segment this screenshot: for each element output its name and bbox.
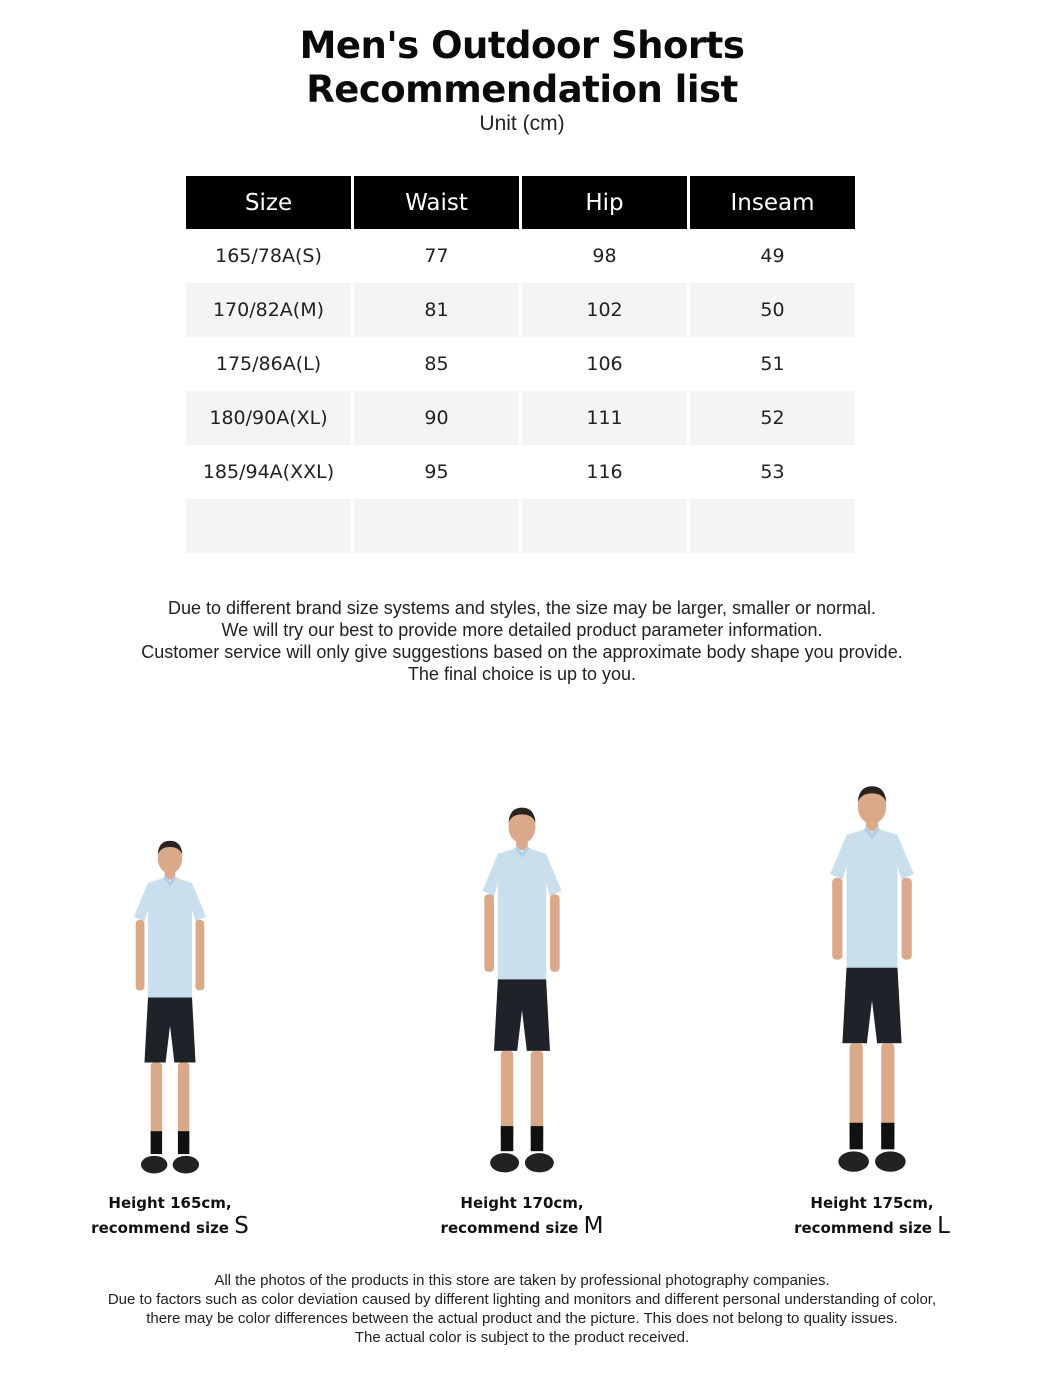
model-figure-m: [372, 798, 672, 1240]
cell-inseam: 49: [760, 245, 785, 267]
notice-line: The final choice is up to you.: [407, 664, 637, 684]
model-photo: [464, 798, 580, 1184]
title-line-1: Men's Outdoor Shorts: [299, 24, 745, 67]
cell-inseam: 50: [690, 283, 855, 337]
shorts: [494, 979, 550, 1050]
model-height: Height 165cm,: [108, 1194, 232, 1212]
cell-hip: 116: [586, 461, 623, 483]
left-arm: [484, 895, 494, 972]
disclaimer-line: Due to factors such as color deviation caused by different lighting and monitors and different personal understanding of color,: [107, 1291, 937, 1308]
left-arm: [136, 920, 145, 990]
model-photo: [811, 776, 933, 1184]
cell-inseam: 51: [760, 353, 785, 375]
notice-line: Customer service will only give suggestions based on the approximate body shape you provide.: [141, 642, 903, 662]
cell-size: 185/94A(XXL): [202, 461, 335, 483]
cell-size: 165/78A(S): [215, 245, 322, 267]
model-figure-l: [722, 776, 1022, 1240]
table-row: [186, 445, 855, 499]
right-arm: [550, 895, 560, 972]
cell-size: 170/82A(M): [186, 283, 351, 337]
table-row: [186, 337, 855, 391]
model-caption: [722, 1192, 1022, 1240]
polo-shirt: [134, 878, 206, 999]
cell-hip: [522, 499, 687, 553]
cell-size: 180/90A(XL): [186, 391, 351, 445]
cell-waist: 85: [424, 353, 449, 375]
table-header-row: [186, 176, 855, 229]
cell-hip: 111: [522, 391, 687, 445]
model-size: S: [234, 1213, 249, 1239]
left-sock: [850, 1123, 863, 1150]
cell-waist: [354, 499, 519, 553]
size-table: [183, 176, 858, 553]
right-arm: [902, 878, 912, 960]
polo-shirt: [482, 848, 561, 981]
shorts: [842, 968, 901, 1043]
disclaimer-line: The actual color is subject to the product received.: [354, 1329, 690, 1346]
photo-disclaimer: [0, 1271, 1044, 1347]
polo-shirt: [830, 829, 914, 970]
header-inseam: Inseam: [690, 176, 855, 229]
model-recommend: recommend size: [794, 1219, 932, 1237]
left-arm: [832, 878, 842, 960]
right-shoe: [525, 1153, 554, 1172]
cell-waist: 95: [424, 461, 449, 483]
cell-size: 175/86A(L): [215, 353, 322, 375]
model-size: M: [583, 1213, 604, 1239]
table-row: [186, 283, 855, 337]
cell-inseam: 52: [690, 391, 855, 445]
cell-size: [186, 499, 351, 553]
model-recommend: recommend size: [440, 1219, 579, 1237]
disclaimer-line: All the photos of the products in this store are taken by professional photography companies.: [214, 1272, 830, 1289]
model-photo: [115, 832, 225, 1184]
page-title: [0, 24, 1044, 112]
right-shoe: [173, 1156, 199, 1174]
cell-hip: 102: [522, 283, 687, 337]
title-line-2: Recommendation list: [306, 68, 738, 111]
shorts: [144, 997, 195, 1062]
cell-inseam: 53: [760, 461, 785, 483]
model-height: Height 170cm,: [460, 1194, 584, 1212]
cell-waist: 81: [354, 283, 519, 337]
disclaimer-line: there may be color differences between the actual product and the picture. This does not belong to quality issues.: [146, 1310, 898, 1327]
cell-hip: 106: [586, 353, 623, 375]
size-notice: [0, 597, 1044, 685]
table-row: [186, 229, 855, 283]
header-hip: Hip: [522, 176, 687, 229]
header-waist: Waist: [354, 176, 519, 229]
cell-waist: 77: [424, 245, 449, 267]
header-size: Size: [186, 176, 351, 229]
notice-line: We will try our best to provide more detailed product parameter information.: [221, 620, 823, 640]
left-shoe: [490, 1153, 519, 1172]
cell-waist: 90: [354, 391, 519, 445]
model-caption: [20, 1192, 320, 1240]
model-recommend: recommend size: [91, 1219, 229, 1237]
right-sock: [178, 1131, 189, 1154]
table-row: [186, 391, 855, 445]
left-sock: [151, 1131, 162, 1154]
right-sock: [881, 1123, 894, 1150]
left-shoe: [838, 1151, 869, 1171]
left-shoe: [141, 1156, 167, 1174]
right-arm: [196, 920, 205, 990]
model-figure-s: [20, 832, 320, 1240]
unit-label: Unit (cm): [479, 112, 565, 135]
model-caption: [372, 1192, 672, 1240]
model-size: L: [937, 1213, 950, 1239]
cell-hip: 98: [592, 245, 617, 267]
notice-line: Due to different brand size systems and styles, the size may be larger, smaller or normal.: [168, 598, 876, 618]
left-sock: [501, 1126, 514, 1151]
right-shoe: [875, 1151, 906, 1171]
cell-inseam: [690, 499, 855, 553]
right-sock: [531, 1126, 544, 1151]
model-height: Height 175cm,: [810, 1194, 934, 1212]
table-row-empty: [186, 499, 855, 553]
